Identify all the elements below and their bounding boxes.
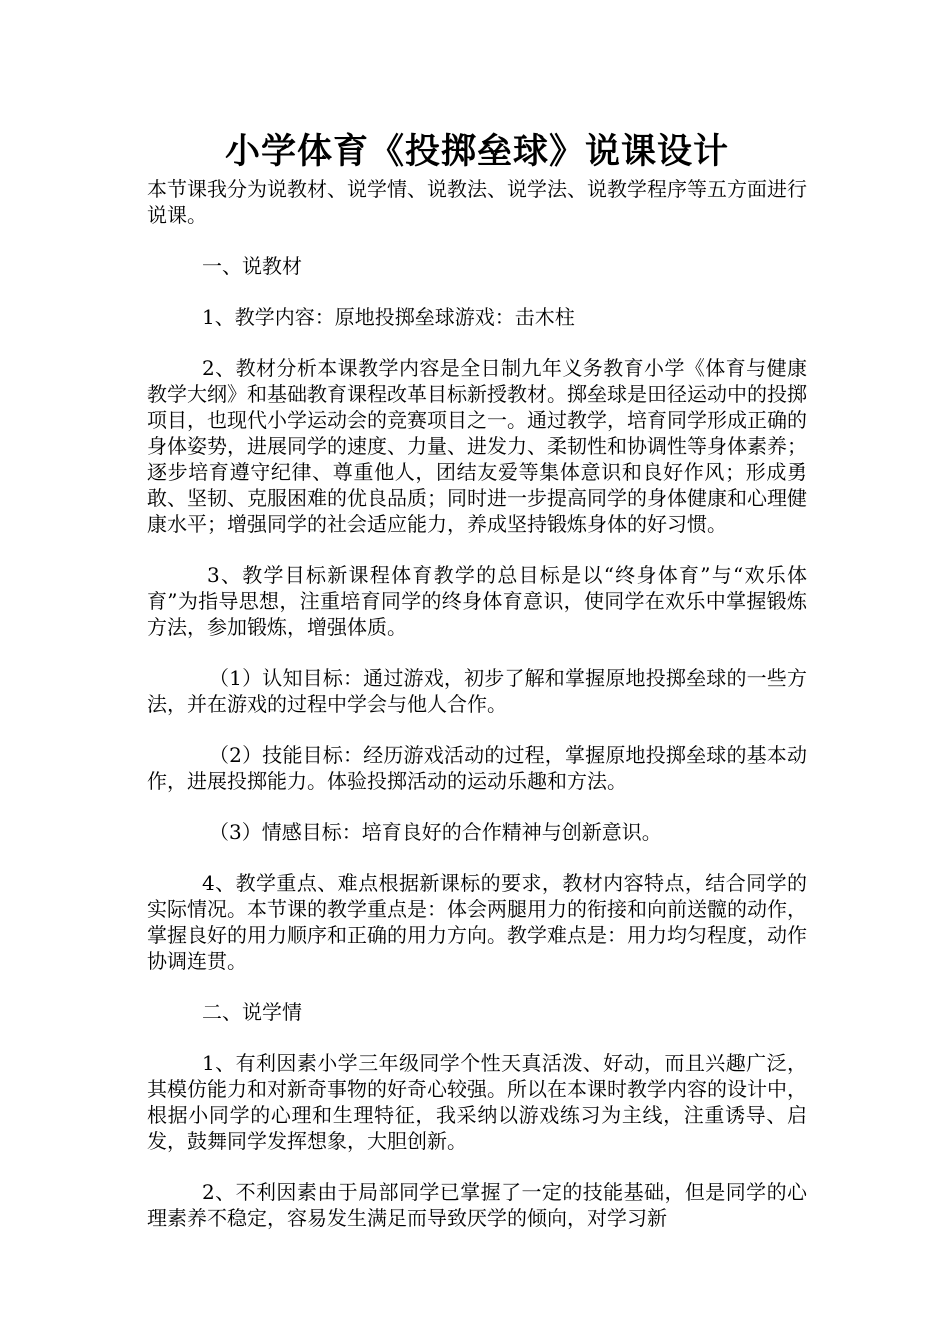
teaching-goal-paragraph: 3、教学目标新课程体育教学的总目标是以“终身体育”与“欢乐体育”为指导思想，注重培育同学的终身体育意识，使同学在欢乐中掌握锻炼方法，参加锻炼，增强体质。 [147,563,807,639]
spacer [147,974,807,999]
skill-goal-paragraph: （2）技能目标：经历游戏活动的过程，掌握原地投掷垒球的基本动作，进展投掷能力。体验投掷活动的运动乐趣和方法。 [147,743,807,793]
spacer [147,279,807,304]
spacer [147,330,807,355]
key-points-paragraph: 4、教学重点、难点根据新课标的要求，教材内容特点，结合同学的实际情况。本节课的教学重点是：体会两腿用力的衔接和向前送髋的动作，掌握良好的用力顺序和正确的用力方向。教学难点是：用力均匀程度，动作协调连贯。 [147,871,807,973]
document-title: 小学体育《投掷垒球》说课设计 [224,131,729,172]
spacer [147,717,807,742]
spacer [147,845,807,870]
spacer [147,228,807,253]
cognitive-goal-paragraph: （1）认知目标：通过游戏，初步了解和掌握原地投掷垒球的一些方法，并在游戏的过程中学会与他人合作。 [147,666,807,716]
document-page [147,128,807,1231]
spacer [147,1154,807,1179]
unfavorable-factors-paragraph: 2、不利因素由于局部同学已掌握了一定的技能基础，但是同学的心理素养不稳定，容易发生满足而导致厌学的倾向，对学习新 [147,1180,807,1230]
favorable-factors-paragraph: 1、有利因素小学三年级同学个性天真活泼、好动，而且兴趣广泛，其模仿能力和对新奇事物的好奇心较强。所以在本课时教学内容的设计中，根据小同学的心理和生理特征，我采纳以游戏练习为主线，注重诱导、启发，鼓舞同学发挥想象，大胆创新。 [147,1051,807,1153]
spacer [147,537,807,562]
section-heading-textbook: 一、说教材 [202,254,302,278]
spacer [147,640,807,665]
textbook-analysis-paragraph: 2、教材分析本课教学内容是全日制九年义务教育小学《体育与健康教学大纲》和基础教育课程改革目标新授教材。掷垒球是田径运动中的投掷项目，也现代小学运动会的竞赛项目之一。通过教学，培育同学形成正确的身体姿势，进展同学的速度、力量、进发力、柔韧性和协调性等身体素养；逐步培育遵守纪律、尊重他人，团结友爱等集体意识和良好作风；形成勇敢、坚韧、克服困难的优良品质；同时进一步提高同学的身体健康和心理健康水平；增强同学的社会适应能力，养成坚持锻炼身体的好习惯。 [147,356,807,536]
spacer [147,1025,807,1050]
spacer [147,794,807,819]
section-heading-students: 二、说学情 [202,1000,302,1024]
intro-paragraph: 本节课我分为说教材、说学情、说教法、说学法、说教学程序等五方面进行说课。 [147,177,807,227]
teaching-content-paragraph: 1、教学内容：原地投掷垒球游戏：击木柱 [202,305,575,329]
emotion-goal-paragraph: （3）情感目标：培育良好的合作精神与创新意识。 [209,820,662,844]
